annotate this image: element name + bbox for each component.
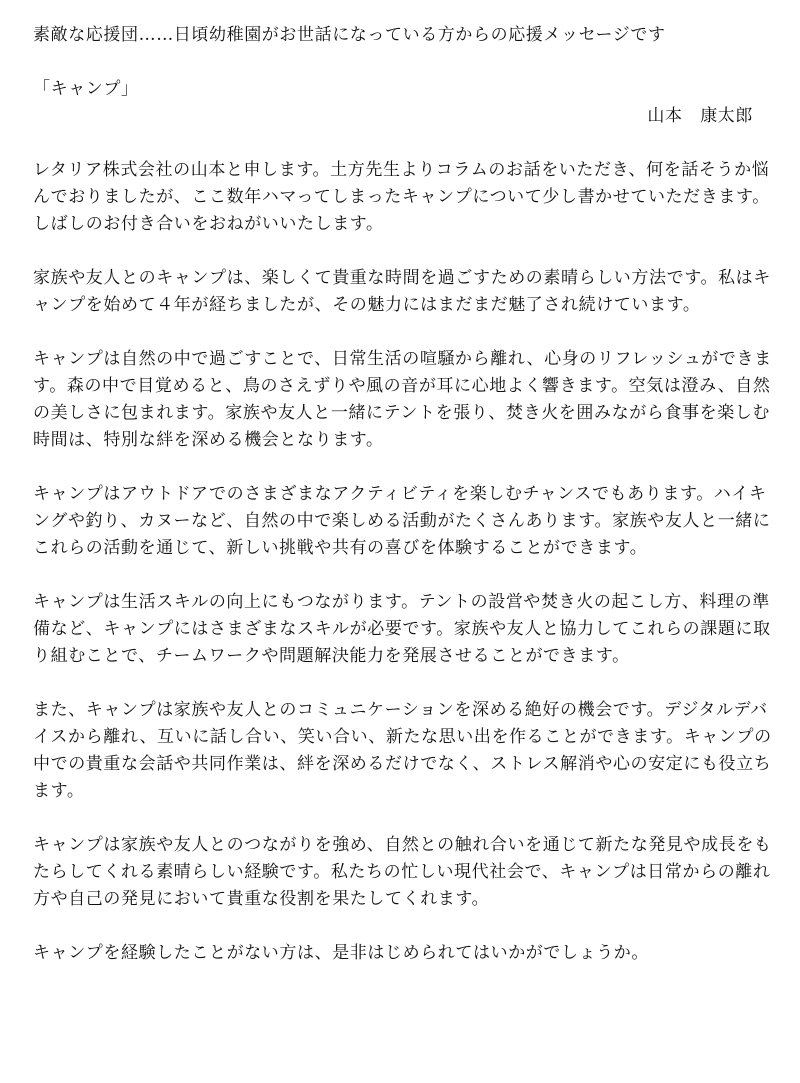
paragraph-text: 家族や友人とのキャンプは、楽しくて貴重な時間を過ごすための素晴らしい方法です。私はキャンプを始めて４年が経ちましたが、その魅力にはまだまだ魅了され続けています。 — [33, 268, 771, 315]
paragraph-text: キャンプを経験したことがない方は、是非はじめられてはいかがでしょうか。 — [33, 943, 649, 963]
paragraph-7 — [33, 832, 775, 913]
document-header: 素敵な応援団……日頃幼稚園がお世話になっている方からの応援メッセージです — [33, 25, 666, 45]
paragraph-1 — [33, 157, 775, 238]
paragraph-5 — [33, 589, 775, 670]
paragraph-3 — [33, 346, 775, 454]
paragraph-4 — [33, 481, 775, 562]
paragraph-text: キャンプは生活スキルの向上にもつながります。テントの設営や焚き火の起こし方、料理の準備など、キャンプにはさまざまなスキルが必要です。家族や友人と協力してこれらの課題に取り組むことで、チームワークや問題解決能力を発展させることができます。 — [33, 592, 771, 666]
paragraph-2 — [33, 265, 775, 319]
paragraph-text: また、キャンプは家族や友人とのコミュニケーションを深める絶好の機会です。デジタルデバイスから離れ、互いに話し合い、笑い合い、新たな思い出を作ることができます。キャンプの中での貴重な会話や共同作業は、絆を深めるだけでなく、ストレス解消や心の安定にも役立ちます。 — [33, 700, 772, 801]
paragraph-6 — [33, 697, 775, 805]
paragraph-text: レタリア株式会社の山本と申します。土方先生よりコラムのお話をいただき、何を話そうか悩んでおりましたが、ここ数年ハマってしまったキャンプについて少し書かせていただきます。しばしのお付き合いをおねがいいたします。 — [33, 160, 770, 234]
document-page — [33, 22, 775, 994]
paragraph-text: キャンプは自然の中で過ごすことで、日常生活の喧騒から離れ、心身のリフレッシュができます。森の中で目覚めると、鳥のさえずりや風の音が耳に心地よく響きます。空気は澄み、自然の美しさに包まれます。家族や友人と一緒にテントを張り、焚き火を囲みながら食事を楽しむ時間は、特別な絆を深める機会となります。 — [33, 349, 772, 450]
paragraph-text: キャンプは家族や友人とのつながりを強め、自然との触れ合いを通じて新たな発見や成長をもたらしてくれる素晴らしい経験です。私たちの忙しい現代社会で、キャンプは日常からの離れ方や自己の発見において貴重な役割を果たしてくれます。 — [33, 835, 772, 909]
article-title: 「キャンプ」 — [33, 79, 139, 99]
author-name: 山本 康太郎 — [647, 106, 753, 126]
paragraph-8 — [33, 940, 775, 967]
paragraph-text: キャンプはアウトドアでのさまざまなアクティビティを楽しむチャンスでもあります。ハイキングや釣り、カヌーなど、自然の中で楽しめる活動がたくさんあります。家族や友人と一緒にこれらの活動を通じて、新しい挑戦や共有の喜びを体験することができます。 — [33, 484, 771, 558]
